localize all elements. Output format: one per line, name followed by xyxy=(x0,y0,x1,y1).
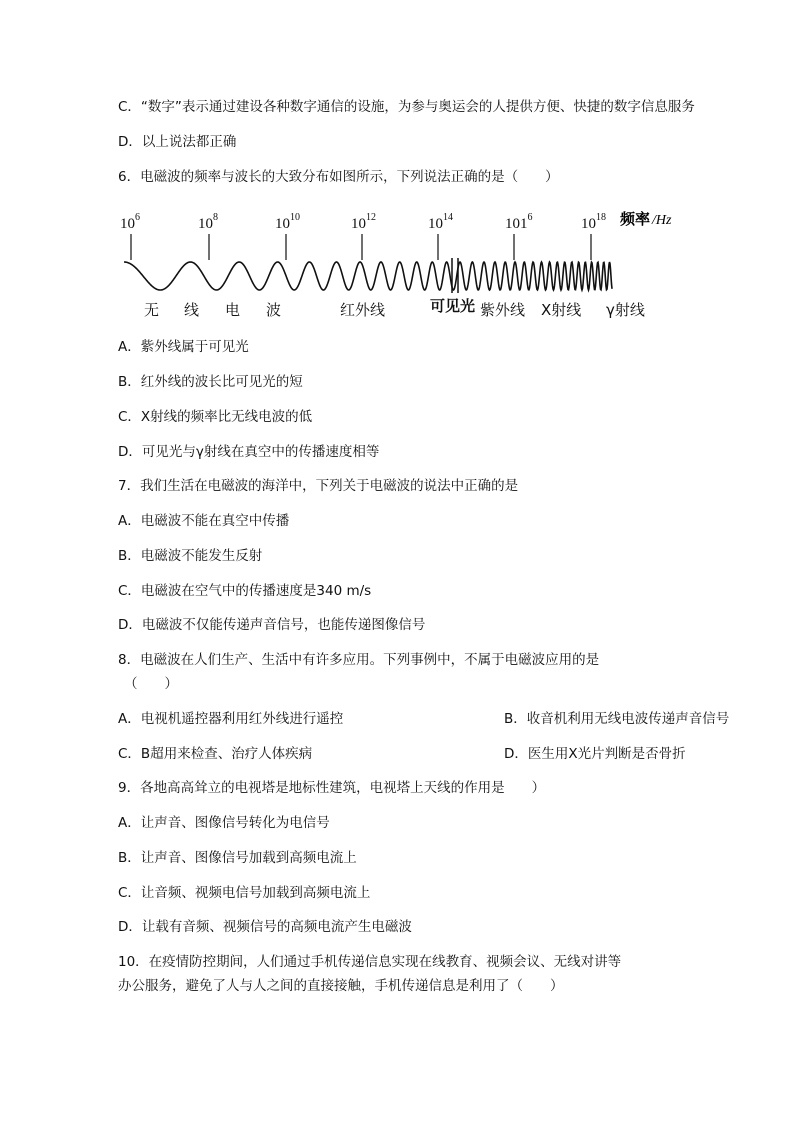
q8-option-c: C．B超用来检查、治疗人体疾病 xyxy=(118,746,313,762)
q9-option-b: B．让声音、图像信号加载到高频电流上 xyxy=(118,850,357,866)
q6-option-b: B．红外线的波长比可见光的短 xyxy=(118,374,303,390)
q6-stem: 6．电磁波的频率与波长的大致分布如图所示，下列说法正确的是（ ） xyxy=(118,169,559,185)
q7-option-b: B．电磁波不能发生反射 xyxy=(118,548,263,564)
band-label-radio-4: 波 xyxy=(266,301,282,319)
q8-option-b: B．收音机利用无线电波传递声音信号 xyxy=(504,711,730,727)
band-label-visible: 可见光 xyxy=(430,297,476,315)
band-label-gamma: γ射线 xyxy=(606,301,645,319)
q9-option-a: A．让声音、图像信号转化为电信号 xyxy=(118,815,330,831)
tick-lines xyxy=(131,234,591,260)
q10-stem-line1: 10．在疫情防控期间，人们通过手机传递信息实现在线教育、视频会议、无线对讲等 xyxy=(118,954,622,970)
q9-stem: 9．各地高高耸立的电视塔是地标性建筑，电视塔上天线的作用是 ） xyxy=(118,780,546,796)
q9-option-d: D．让载有音频、视频信号的高频电流产生电磁波 xyxy=(118,919,412,935)
axis-unit-hz: /Hz xyxy=(652,213,672,228)
band-label-radio-1: 无 xyxy=(144,301,160,319)
q8-stem: 8．电磁波在人们生产、生活中有许多应用。下列事例中，不属于电磁波应用的是 xyxy=(118,652,600,668)
freq-label-1e10: $10^{10}$ xyxy=(275,212,300,232)
band-label-xray: X射线 xyxy=(541,301,582,319)
q8-stem-paren: （ ） xyxy=(124,676,178,692)
freq-label-1e14: $10^{14}$ xyxy=(428,212,453,232)
q7-option-c: C．电磁波在空气中的传播速度是340 m/s xyxy=(118,583,372,599)
em-wave-curve xyxy=(124,262,612,290)
band-label-radio-2: 线 xyxy=(184,301,200,319)
q5-option-c: C．“数字”表示通过建设各种数字通信的设施，为参与奥运会的人提供方便、快捷的数字信息服务 xyxy=(118,99,695,115)
q6-option-a: A．紫外线属于可见光 xyxy=(118,339,249,355)
axis-label-frequency: 频率 xyxy=(620,210,651,228)
band-label-ultraviolet: 紫外线 xyxy=(480,301,526,319)
q7-option-d: D．电磁波不仅能传递声音信号，也能传递图像信号 xyxy=(118,617,426,633)
q7-stem: 7．我们生活在电磁波的海洋中，下列关于电磁波的说法中正确的是 xyxy=(118,478,519,494)
q8-option-d: D．医生用X光片判断是否骨折 xyxy=(504,746,686,762)
freq-label-1e16: $101^6$ xyxy=(505,212,533,232)
q8-option-a: A．电视机遥控器利用红外线进行遥控 xyxy=(118,711,344,727)
freq-label-1e6: $10^6$ xyxy=(120,212,140,232)
q9-option-c: C．让音频、视频电信号加载到高频电流上 xyxy=(118,885,371,901)
em-spectrum-figure xyxy=(118,198,678,326)
band-label-infrared: 红外线 xyxy=(340,301,386,319)
q6-option-c: C．X射线的频率比无线电波的低 xyxy=(118,409,313,425)
q7-option-a: A．电磁波不能在真空中传播 xyxy=(118,513,290,529)
freq-label-1e18: $10^{18}$ xyxy=(581,212,606,232)
freq-label-1e8: $10^8$ xyxy=(198,212,218,232)
q6-option-d: D．可见光与γ射线在真空中的传播速度相等 xyxy=(118,444,380,460)
q5-option-d: D．以上说法都正确 xyxy=(118,134,237,150)
freq-label-1e12: $10^{12}$ xyxy=(351,212,376,232)
q10-stem-line2: 办公服务，避免了人与人之间的直接接触，手机传递信息是利用了（ ） xyxy=(118,978,564,994)
band-label-radio-3: 电 xyxy=(225,301,241,319)
